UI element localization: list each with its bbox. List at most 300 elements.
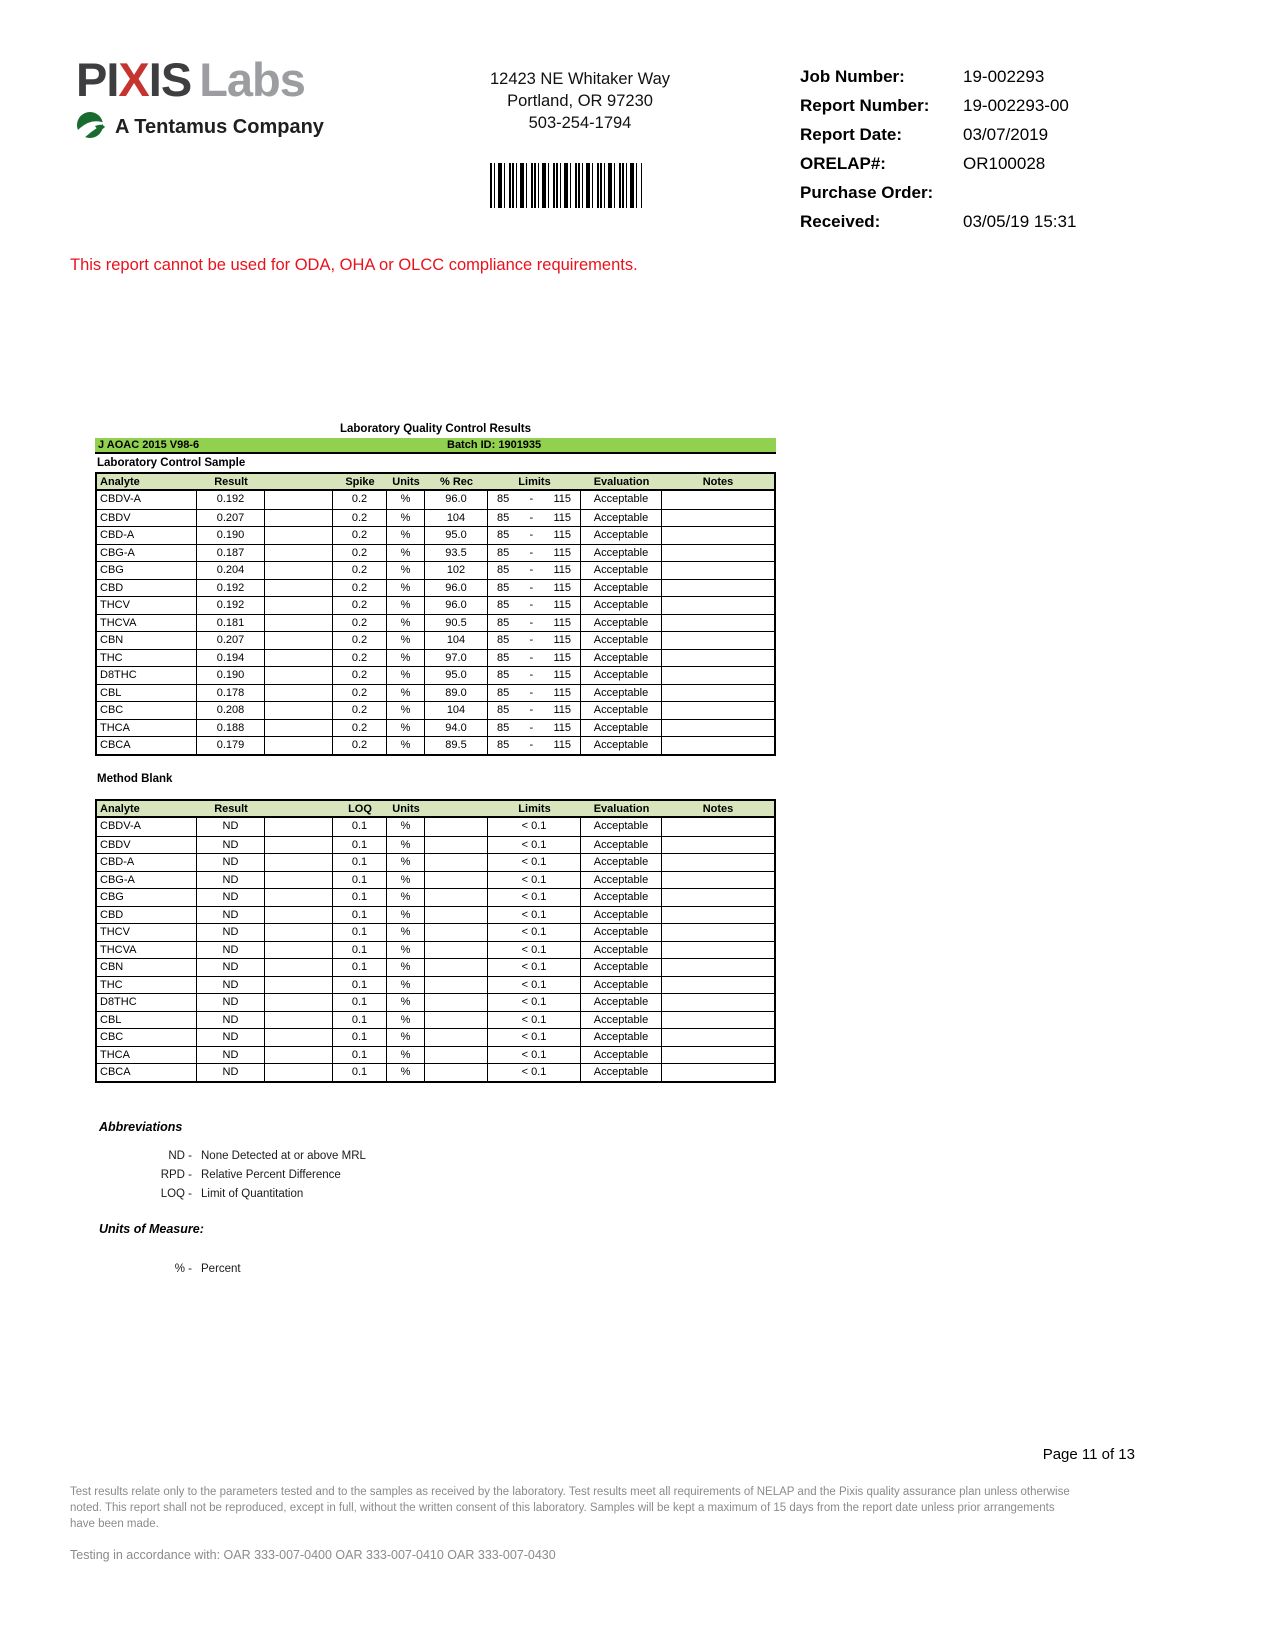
meta-value — [963, 182, 1220, 203]
table-cell — [265, 872, 333, 889]
table-cell: CBDV-A — [97, 818, 197, 836]
table-cell: Limits — [518, 803, 551, 815]
table-row — [97, 631, 774, 649]
table-cell: 0.208 — [197, 702, 265, 719]
meta-label: Received: — [800, 212, 881, 231]
table-cell: 0.2 — [333, 545, 387, 562]
meta-label: Purchase Order: — [800, 183, 934, 202]
table-cell: 0.192 — [197, 491, 265, 509]
footer-accordance: Testing in accordance with: OAR 333-007-0400 OAR 333-007-0410 OAR 333-007-0430 — [70, 1548, 556, 1562]
table-cell — [662, 1064, 774, 1081]
table-cell: % — [387, 924, 425, 941]
table-cell: % — [387, 872, 425, 889]
definition-desc: Percent — [201, 1263, 241, 1275]
table-cell — [265, 907, 333, 924]
table-cell — [265, 1029, 333, 1046]
limit-part: - — [529, 564, 534, 576]
table-cell — [662, 720, 774, 737]
lab-address — [430, 68, 730, 134]
definition-item — [70, 1260, 241, 1279]
table-cell: Result — [214, 476, 248, 488]
meta-value: 03/05/19 15:31 — [963, 212, 1077, 231]
table-cell: CBC — [97, 1029, 197, 1046]
units-list — [70, 1260, 241, 1279]
table-cell: Acceptable — [581, 1047, 662, 1064]
table-cell — [425, 977, 488, 994]
limit-part: 85 — [497, 616, 510, 629]
limit-part: 85 — [497, 581, 510, 594]
table-cell — [662, 854, 774, 871]
table-header-row — [97, 474, 774, 491]
table-cell: % — [387, 977, 425, 994]
table-cell — [662, 977, 774, 994]
table-cell: % — [387, 854, 425, 871]
table-cell: THCA — [97, 720, 197, 737]
table-cell — [265, 1064, 333, 1081]
brand-tagline: A Tentamus Company — [115, 116, 324, 138]
batch-bar — [95, 438, 776, 454]
table-cell: CBD — [97, 580, 197, 597]
table-cell — [662, 1047, 774, 1064]
table-cell: < 0.1 — [488, 977, 581, 994]
meta-value: OR100028 — [963, 154, 1046, 173]
definition-abbr: LOQ - — [160, 1188, 192, 1200]
table-cell: % — [387, 1047, 425, 1064]
abbreviations-title: Abbreviations — [99, 1120, 183, 1134]
table-cell — [488, 562, 581, 579]
table-cell: ND — [197, 994, 265, 1011]
table-cell: ND — [197, 889, 265, 906]
mb-section-title: Method Blank — [97, 773, 173, 785]
table-cell: 0.2 — [333, 562, 387, 579]
table-cell: Acceptable — [581, 510, 662, 527]
table-cell: 0.1 — [333, 854, 387, 871]
table-cell — [488, 597, 581, 614]
table-row — [97, 906, 774, 924]
table-cell: < 0.1 — [488, 907, 581, 924]
limit-part: 115 — [553, 581, 571, 594]
table-cell — [488, 615, 581, 632]
table-cell: CBDV — [97, 510, 197, 527]
limit-part: 115 — [553, 599, 571, 611]
table-cell: Acceptable — [581, 720, 662, 737]
table-cell — [662, 737, 774, 754]
table-cell: CBCA — [97, 737, 197, 754]
table-cell: % — [387, 889, 425, 906]
table-cell: Acceptable — [581, 977, 662, 994]
table-cell: % — [387, 959, 425, 976]
table-cell: CBN — [97, 959, 197, 976]
limit-part: 85 — [497, 651, 510, 664]
table-cell: < 0.1 — [488, 1029, 581, 1046]
limit-part: 85 — [497, 721, 510, 734]
table-cell: % — [387, 994, 425, 1011]
table-cell — [265, 720, 333, 737]
barcode — [490, 163, 642, 208]
table-cell: 0.187 — [197, 545, 265, 562]
definition-abbr: ND - — [168, 1150, 192, 1162]
table-cell: 0.2 — [333, 527, 387, 544]
table-cell — [662, 837, 774, 854]
table-cell: ND — [197, 907, 265, 924]
table-row — [97, 666, 774, 684]
table-cell: Acceptable — [581, 837, 662, 854]
table-cell: 0.179 — [197, 737, 265, 754]
limit-part: - — [529, 599, 534, 611]
table-cell: 0.1 — [333, 907, 387, 924]
table-cell: 96.0 — [425, 580, 488, 597]
table-cell — [662, 527, 774, 544]
definition-desc: None Detected at or above MRL — [201, 1150, 366, 1162]
page-number: Page 11 of 13 — [1042, 1446, 1135, 1463]
table-cell: Acceptable — [581, 1012, 662, 1029]
table-cell — [488, 650, 581, 667]
meta-value: 19-002293 — [963, 67, 1045, 86]
table-cell: 0.1 — [333, 942, 387, 959]
table-row — [97, 1063, 774, 1081]
table-cell — [488, 491, 581, 509]
table-cell — [265, 702, 333, 719]
address-line: Portland, OR 97230 — [507, 92, 653, 110]
table-cell: Limits — [518, 476, 551, 488]
table-cell: % — [387, 685, 425, 702]
table-row — [97, 701, 774, 719]
table-row — [97, 649, 774, 667]
table-cell: 0.1 — [333, 1012, 387, 1029]
table-cell: % — [387, 562, 425, 579]
table-cell: CBC — [97, 702, 197, 719]
table-cell — [488, 702, 581, 719]
table-cell — [662, 959, 774, 976]
table-cell: Notes — [702, 476, 734, 488]
table-cell: 0.1 — [333, 837, 387, 854]
method-reference: J AOAC 2015 V98-6 — [98, 439, 200, 451]
table-cell: CBD-A — [97, 527, 197, 544]
table-cell — [425, 959, 488, 976]
units-title: Units of Measure: — [99, 1222, 204, 1236]
table-row — [97, 958, 774, 976]
limit-part: 115 — [553, 721, 571, 734]
table-row — [97, 719, 774, 737]
table-cell: 94.0 — [425, 720, 488, 737]
table-cell — [662, 510, 774, 527]
table-cell: ND — [197, 837, 265, 854]
table-cell — [488, 510, 581, 527]
table-row — [97, 1028, 774, 1046]
table-cell: 0.1 — [333, 1064, 387, 1081]
table-cell: % — [387, 737, 425, 754]
table-cell: 0.2 — [333, 597, 387, 614]
table-cell: 102 — [425, 562, 488, 579]
table-cell: ND — [197, 977, 265, 994]
table-cell: Evaluation — [593, 803, 650, 815]
table-cell: 89.5 — [425, 737, 488, 754]
table-cell: % — [387, 667, 425, 684]
table-cell: ND — [197, 854, 265, 871]
table-cell — [662, 597, 774, 614]
table-cell: 97.0 — [425, 650, 488, 667]
report-meta — [800, 66, 1220, 232]
limit-part: 85 — [497, 634, 510, 646]
table-cell: < 0.1 — [488, 837, 581, 854]
compliance-notice: This report cannot be used for ODA, OHA or OLCC compliance requirements. — [70, 256, 638, 274]
table-cell: CBG — [97, 889, 197, 906]
table-cell: 0.2 — [333, 667, 387, 684]
table-cell: Evaluation — [593, 476, 650, 488]
limit-part: - — [529, 493, 534, 505]
table-cell: < 0.1 — [488, 854, 581, 871]
table-cell: ND — [197, 1012, 265, 1029]
table-cell: < 0.1 — [488, 1047, 581, 1064]
table-row — [97, 836, 774, 854]
table-cell: 0.178 — [197, 685, 265, 702]
table-cell: 96.0 — [425, 491, 488, 509]
table-cell — [265, 924, 333, 941]
table-cell: 0.1 — [333, 1029, 387, 1046]
table-cell: 0.190 — [197, 527, 265, 544]
limit-part: 115 — [553, 651, 571, 664]
table-row — [97, 526, 774, 544]
limit-part: 115 — [553, 616, 571, 629]
table-cell: Units — [392, 803, 420, 815]
table-cell: Spike — [345, 476, 375, 488]
table-cell: Analyte — [100, 476, 140, 488]
table-cell — [662, 889, 774, 906]
table-cell — [265, 685, 333, 702]
limit-part: 115 — [553, 669, 571, 681]
definition-desc: Relative Percent Difference — [201, 1169, 341, 1181]
limit-part: 85 — [497, 546, 510, 559]
table-cell: Acceptable — [581, 545, 662, 562]
table-cell: 0.192 — [197, 597, 265, 614]
limit-part: - — [529, 529, 534, 541]
table-cell — [488, 632, 581, 649]
table-cell: LOQ — [348, 803, 372, 815]
table-row — [97, 871, 774, 889]
table-cell: Acceptable — [581, 818, 662, 836]
table-cell: 0.2 — [333, 510, 387, 527]
limit-part: 115 — [553, 546, 571, 559]
limit-part: 115 — [553, 739, 571, 751]
table-cell: 104 — [425, 510, 488, 527]
table-cell: ND — [197, 1029, 265, 1046]
table-cell: < 0.1 — [488, 872, 581, 889]
table-cell — [265, 527, 333, 544]
table-cell: ND — [197, 1047, 265, 1064]
table-cell — [662, 615, 774, 632]
table-cell: 0.1 — [333, 872, 387, 889]
table-row — [97, 544, 774, 562]
table-cell: % — [387, 580, 425, 597]
table-cell — [265, 632, 333, 649]
table-cell: Acceptable — [581, 942, 662, 959]
table-cell — [662, 650, 774, 667]
table-cell — [425, 889, 488, 906]
table-cell: < 0.1 — [488, 1064, 581, 1081]
table-header-row — [97, 801, 774, 818]
limit-part: - — [529, 511, 534, 524]
table-cell — [662, 562, 774, 579]
table-cell — [662, 1029, 774, 1046]
table-cell: 0.190 — [197, 667, 265, 684]
table-cell — [662, 818, 774, 836]
table-row — [97, 596, 774, 614]
table-cell: Acceptable — [581, 615, 662, 632]
limit-part: 115 — [553, 634, 571, 646]
table-cell: ND — [197, 872, 265, 889]
limit-part: - — [529, 669, 534, 681]
table-cell — [662, 632, 774, 649]
limit-part: - — [529, 739, 534, 751]
table-cell: 0.1 — [333, 889, 387, 906]
table-cell: Acceptable — [581, 667, 662, 684]
limit-part: 85 — [497, 511, 510, 524]
table-row — [97, 684, 774, 702]
table-cell: CBD-A — [97, 854, 197, 871]
table-row — [97, 993, 774, 1011]
table-cell: % — [387, 527, 425, 544]
definition-item — [70, 1166, 366, 1185]
table-cell: 0.2 — [333, 491, 387, 509]
table-cell: 0.2 — [333, 685, 387, 702]
table-cell: Acceptable — [581, 527, 662, 544]
table-cell — [425, 994, 488, 1011]
table-cell: THCV — [97, 597, 197, 614]
table-cell: Acceptable — [581, 889, 662, 906]
table-cell — [265, 474, 333, 489]
brand-part: IS — [148, 53, 192, 106]
table-cell — [662, 667, 774, 684]
meta-label: Report Number: — [800, 96, 930, 115]
batch-id: Batch ID: 1901935 — [447, 439, 542, 451]
table-cell — [265, 562, 333, 579]
table-cell — [488, 527, 581, 544]
table-cell: Acceptable — [581, 491, 662, 509]
table-cell — [425, 1047, 488, 1064]
table-cell: % — [387, 1029, 425, 1046]
table-cell: ND — [197, 924, 265, 941]
table-cell: CBG — [97, 562, 197, 579]
table-cell: 0.2 — [333, 650, 387, 667]
limit-part: 85 — [497, 686, 510, 699]
table-cell — [425, 1064, 488, 1081]
brand-wordmark — [76, 53, 324, 106]
table-cell: CBL — [97, 685, 197, 702]
table-cell — [265, 854, 333, 871]
table-cell: Acceptable — [581, 924, 662, 941]
table-cell: 0.2 — [333, 615, 387, 632]
table-cell — [425, 942, 488, 959]
table-cell — [662, 1012, 774, 1029]
table-row — [97, 579, 774, 597]
table-row — [97, 1011, 774, 1029]
table-cell: Acceptable — [581, 737, 662, 754]
table-cell: % — [387, 1012, 425, 1029]
limit-part: 85 — [497, 669, 510, 681]
table-cell — [425, 1012, 488, 1029]
table-cell: THC — [97, 977, 197, 994]
table-cell: 95.0 — [425, 527, 488, 544]
table-row — [97, 853, 774, 871]
table-cell: CBG-A — [97, 545, 197, 562]
table-cell: 104 — [425, 702, 488, 719]
table-cell: 0.2 — [333, 720, 387, 737]
table-cell — [488, 737, 581, 754]
table-cell: 0.1 — [333, 959, 387, 976]
table-cell — [425, 801, 488, 816]
table-cell: Analyte — [100, 803, 140, 815]
meta-value: 19-002293-00 — [963, 96, 1069, 115]
table-cell: 0.188 — [197, 720, 265, 737]
table-cell: THCV — [97, 924, 197, 941]
table-cell — [265, 737, 333, 754]
table-row — [97, 818, 774, 836]
table-cell: CBDV — [97, 837, 197, 854]
table-cell: 0.192 — [197, 580, 265, 597]
limit-part: - — [529, 616, 534, 629]
table-cell: CBD — [97, 907, 197, 924]
table-cell — [265, 942, 333, 959]
table-cell: THCA — [97, 1047, 197, 1064]
table-cell: Acceptable — [581, 854, 662, 871]
table-cell: % — [387, 615, 425, 632]
limit-part: - — [529, 721, 534, 734]
table-cell — [662, 924, 774, 941]
table-cell: % — [387, 510, 425, 527]
limit-part: - — [529, 651, 534, 664]
table-cell: 0.2 — [333, 737, 387, 754]
table-cell: CBL — [97, 1012, 197, 1029]
table-cell — [425, 837, 488, 854]
address-line: 12423 NE Whitaker Way — [489, 70, 671, 88]
table-cell — [425, 818, 488, 836]
table-cell — [265, 615, 333, 632]
table-cell — [425, 1029, 488, 1046]
table-cell: 0.1 — [333, 977, 387, 994]
table-cell: ND — [197, 1064, 265, 1081]
table-cell: % — [387, 650, 425, 667]
table-row — [97, 614, 774, 632]
table-cell: D8THC — [97, 994, 197, 1011]
limit-part: - — [529, 634, 534, 646]
footer-disclaimer: Test results relate only to the parameters tested and to the samples as received by the laboratory. Test results meet all requirements of NELAP and the Pixis quality assurance plan unless otherwise noted. This report shall not be reproduced, except in full, without the written consent of this laboratory. Samples will be kept a maximum of 15 days from the report date unless prior arrangements have been made. — [70, 1486, 1070, 1530]
table-cell — [425, 907, 488, 924]
table-row — [97, 976, 774, 994]
limit-part: 85 — [497, 704, 510, 716]
table-cell: ND — [197, 942, 265, 959]
table-cell: D8THC — [97, 667, 197, 684]
meta-label: Job Number: — [800, 67, 905, 86]
table-cell: CBN — [97, 632, 197, 649]
table-cell: 90.5 — [425, 615, 488, 632]
table-cell: Acceptable — [581, 959, 662, 976]
definition-item — [70, 1147, 366, 1166]
table-cell: Acceptable — [581, 1029, 662, 1046]
table-cell — [488, 685, 581, 702]
table-cell: % — [387, 837, 425, 854]
table-cell: CBG-A — [97, 872, 197, 889]
table-cell: CBDV-A — [97, 491, 197, 509]
table-cell — [265, 510, 333, 527]
table-cell: 0.1 — [333, 994, 387, 1011]
table-cell: % — [387, 632, 425, 649]
table-cell: % — [387, 942, 425, 959]
table-cell — [265, 597, 333, 614]
table-cell: 96.0 — [425, 597, 488, 614]
table-cell: THC — [97, 650, 197, 667]
limit-part: 85 — [497, 739, 510, 751]
table-cell: Acceptable — [581, 650, 662, 667]
